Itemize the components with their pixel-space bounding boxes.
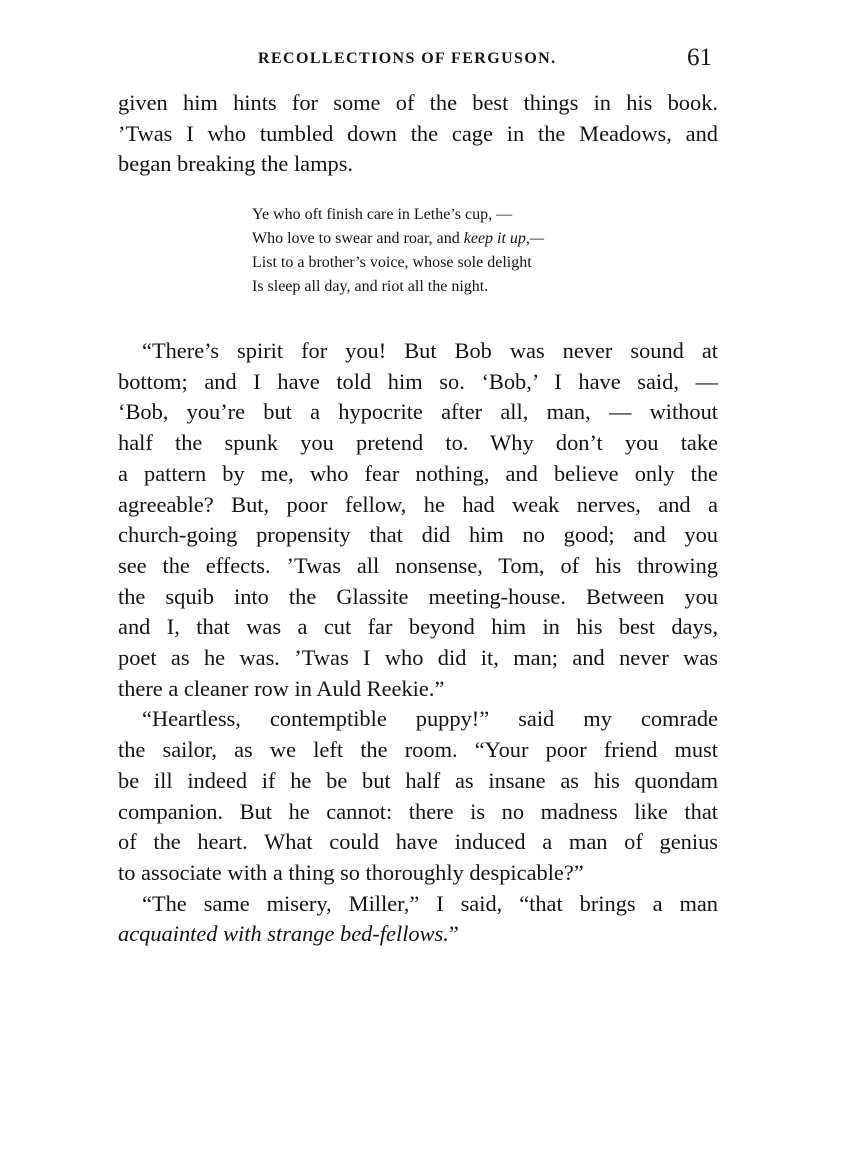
text-line: be ill indeed if he be but half as insane as his quondam [118,767,718,793]
text-line: given him hints for some of the best things in his book. [118,90,718,115]
text-line: “The same misery, Miller,” I said, “that brings a man [142,890,718,916]
text-line: began breaking the lamps. [118,151,354,177]
verse-italic-phrase: keep it up,— [463,230,545,247]
opening-paragraph [118,88,718,180]
text-line [118,919,718,950]
italic-phrase: acquainted with strange bed-fellows. [118,921,449,947]
text-line: the squib into the Glassite meeting-house. Between you [118,583,718,609]
text-line: “Heartless, contemptible puppy!” said my comrade [142,706,718,732]
verse-line: List to a brother’s voice, whose sole delight [252,254,532,271]
verse-line: Is sleep all day, and riot all the night. [252,278,489,295]
text-line: see the effects. ’Twas all nonsense, Tom, of his throwing [118,552,718,578]
verse-line [252,227,672,251]
running-head [118,44,718,78]
paragraph [118,889,718,950]
closing-quote: ” [448,921,459,947]
text-line: agreeable? But, poor fellow, he had weak nerves, and a [118,491,718,517]
verse-quotation [252,203,672,299]
text-line: a pattern by me, who fear nothing, and believe only the [118,460,718,486]
verse-line: Ye who oft finish care in Lethe’s cup, — [252,206,513,223]
text-line: the sailor, as we left the room. “Your poor friend must [118,737,718,763]
text-line: poet as he was. ’Twas I who did it, man; and never was [118,645,718,671]
verse-line-text: Who love to swear and roar, and [252,230,464,247]
text-line: companion. But he cannot: there is no madness like that [118,798,718,824]
text-line: “There’s spirit for you! But Bob was never sound at [142,338,718,363]
text-line: half the spunk you pretend to. Why don’t you take [118,430,718,456]
paragraph [118,704,718,888]
text-line: ’Twas I who tumbled down the cage in the Meadows, and [118,120,718,146]
running-title: RECOLLECTIONS OF FERGUSON. [258,50,557,67]
text-line: church-going propensity that did him no good; and you [118,522,718,548]
text-line: to associate with a thing so thoroughly despicable?” [118,859,584,885]
text-line: bottom; and I have told him so. ‘Bob,’ I have said, — [118,368,718,394]
text-line: and I, that was a cut far beyond him in his best days, [118,614,718,640]
page-number: 61 [687,44,712,71]
paragraph [118,336,718,704]
body-text [118,336,718,950]
text-line: ‘Bob, you’re but a hypocrite after all, man, — without [118,399,718,425]
text-line: of the heart. What could have induced a man of genius [118,829,718,855]
text-line: there a cleaner row in Auld Reekie.” [118,675,445,701]
